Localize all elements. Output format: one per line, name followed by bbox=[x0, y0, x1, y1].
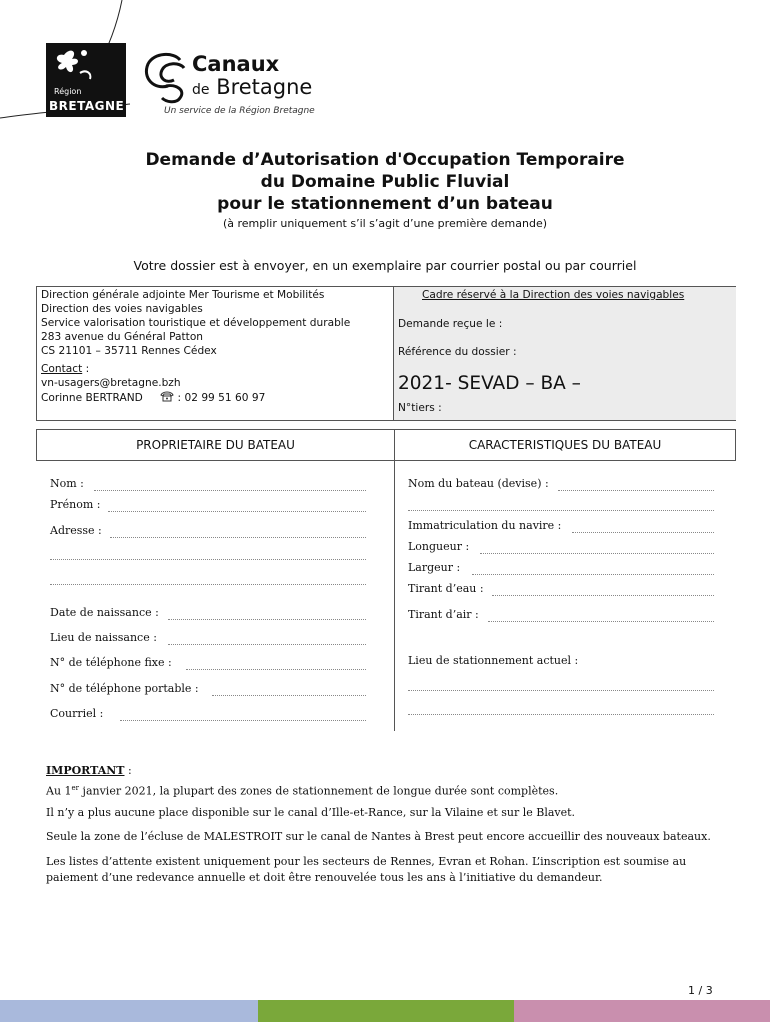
region-label-small: Région bbox=[54, 87, 82, 96]
region-label-big: BRETAGNE bbox=[49, 99, 125, 113]
contact-label-text: Contact bbox=[41, 363, 83, 375]
boat-tirant-air-label: Tirant d’air : bbox=[408, 608, 479, 621]
boat-nom-line-2[interactable] bbox=[408, 510, 714, 511]
owner-prenom-line[interactable] bbox=[108, 511, 366, 512]
canaux-c3-mark bbox=[140, 50, 192, 106]
owner-adresse-line-1[interactable] bbox=[110, 537, 366, 538]
owner-courriel-label: Courriel : bbox=[50, 707, 104, 720]
canaux-tagline: Un service de la Région Bretagne bbox=[164, 106, 315, 116]
contact-phone: : 02 99 51 60 97 bbox=[177, 392, 266, 404]
address-line-3: Service valorisation touristique et développement durable bbox=[41, 317, 351, 329]
canaux-bretagne-logo bbox=[140, 48, 340, 124]
section-divider bbox=[394, 429, 395, 731]
contact-person-name: Corinne BERTRAND bbox=[41, 392, 143, 404]
canaux-bretagne: Bretagne bbox=[216, 75, 313, 99]
owner-tel-fixe-line[interactable] bbox=[186, 669, 366, 670]
boat-largeur-line[interactable] bbox=[472, 574, 714, 575]
owner-tel-fixe-label: N° de téléphone fixe : bbox=[50, 656, 172, 669]
owner-section-heading: PROPRIETAIRE DU BATEAU bbox=[136, 438, 295, 452]
region-logo-mark bbox=[46, 43, 126, 87]
address-box bbox=[36, 286, 736, 421]
important-heading-text: IMPORTANT bbox=[46, 764, 125, 777]
reserved-ref-label: Référence du dossier : bbox=[398, 346, 517, 358]
boat-tirant-eau-line[interactable] bbox=[492, 595, 714, 596]
title-line-1: Demande d’Autorisation d'Occupation Temporaire bbox=[145, 150, 625, 170]
boat-lieu-line-2[interactable] bbox=[408, 714, 714, 715]
footer-bar-pink bbox=[514, 1000, 770, 1022]
boat-nom-line-1[interactable] bbox=[558, 490, 714, 491]
address-line-1: Direction générale adjointe Mer Tourisme et Mobilités bbox=[41, 289, 325, 301]
region-bretagne-logo bbox=[46, 43, 126, 117]
address-line-5: CS 21101 – 35711 Rennes Cédex bbox=[41, 345, 217, 357]
boat-longueur-label: Longueur : bbox=[408, 540, 470, 553]
important-p2: Il n’y a plus aucune place disponible sur le canal d’Ille-et-Rance, sur la Vilaine et sur le Blavet. bbox=[46, 806, 576, 819]
boat-nom-label: Nom du bateau (devise) : bbox=[408, 477, 549, 490]
reserved-block bbox=[393, 287, 736, 420]
send-instruction: Votre dossier est à envoyer, en un exemplaire par courrier postal ou par courriel bbox=[133, 258, 637, 273]
owner-adresse-line-2[interactable] bbox=[50, 559, 366, 560]
owner-adresse-label: Adresse : bbox=[50, 524, 102, 537]
important-p4: Les listes d’attente existent uniquement pour les secteurs de Rennes, Evran et Rohan. L’inscription est soumise au paiement d’une redevance annuelle et doit être renouvelée tous les ans à l’initiative du demandeur. bbox=[46, 855, 687, 884]
owner-courriel-line[interactable] bbox=[120, 720, 366, 721]
important-p1-b: janvier 2021, la plupart des zones de stationnement de longue durée sont complètes. bbox=[79, 784, 559, 798]
reserved-heading: Cadre réservé à la Direction des voies navigables bbox=[422, 289, 685, 301]
important-heading-suffix: : bbox=[124, 764, 132, 777]
title-note: (à remplir uniquement s’il s’agit d’une première demande) bbox=[222, 217, 548, 230]
title-line-3: pour le stationnement d’un bateau bbox=[217, 194, 553, 214]
boat-tirant-eau-label: Tirant d’eau : bbox=[408, 582, 484, 595]
reserved-received: Demande reçue le : bbox=[398, 318, 503, 330]
address-line-4: 283 avenue du Général Patton bbox=[41, 331, 204, 343]
owner-prenom-label: Prénom : bbox=[50, 498, 101, 511]
boat-immatriculation-line[interactable] bbox=[572, 532, 714, 533]
owner-nom-line[interactable] bbox=[94, 490, 366, 491]
canaux-subtitle bbox=[192, 75, 312, 99]
footer-bar-green bbox=[258, 1000, 514, 1022]
boat-section-heading: CARACTERISTIQUES DU BATEAU bbox=[468, 438, 662, 452]
owner-naissance-lieu-label: Lieu de naissance : bbox=[50, 631, 157, 644]
reserved-ref-value: 2021- SEVAD – BA – bbox=[398, 373, 581, 394]
owner-naissance-lieu-line[interactable] bbox=[168, 644, 366, 645]
canaux-title: Canaux bbox=[192, 52, 280, 76]
owner-nom-label: Nom : bbox=[50, 477, 84, 490]
reserved-tiers: N°tiers : bbox=[398, 402, 442, 414]
boat-longueur-line[interactable] bbox=[480, 553, 714, 554]
boat-tirant-air-line[interactable] bbox=[488, 621, 714, 622]
owner-naissance-date-line[interactable] bbox=[168, 619, 366, 620]
boat-immatriculation-label: Immatriculation du navire : bbox=[408, 519, 562, 532]
contact-label bbox=[41, 363, 89, 375]
important-p1-sup: er bbox=[71, 784, 80, 792]
title-line-2: du Domaine Public Fluvial bbox=[260, 172, 510, 192]
boat-lieu-label: Lieu de stationnement actuel : bbox=[408, 654, 579, 667]
contact-person bbox=[41, 391, 265, 404]
contact-label-suffix: : bbox=[82, 363, 90, 375]
canaux-de: de bbox=[192, 82, 210, 98]
important-p1 bbox=[46, 780, 726, 800]
owner-naissance-date-label: Date de naissance : bbox=[50, 606, 159, 619]
boat-lieu-line-1[interactable] bbox=[408, 690, 714, 691]
boat-largeur-label: Largeur : bbox=[408, 561, 461, 574]
important-p3: Seule la zone de l’écluse de MALESTROIT sur le canal de Nantes à Brest peut encore accueillir des nouveaux bateaux. bbox=[46, 830, 711, 843]
section-header-row bbox=[36, 429, 736, 461]
owner-adresse-line-3[interactable] bbox=[50, 584, 366, 585]
contact-email[interactable]: vn-usagers@bretagne.bzh bbox=[41, 377, 181, 389]
important-heading bbox=[46, 764, 132, 777]
owner-tel-portable-line[interactable] bbox=[212, 695, 366, 696]
page-number: 1 / 3 bbox=[688, 984, 713, 997]
footer-bar-blue bbox=[0, 1000, 258, 1022]
owner-tel-portable-label: N° de téléphone portable : bbox=[50, 682, 199, 695]
address-line-2: Direction des voies navigables bbox=[41, 303, 203, 315]
important-p1-a: Au 1 bbox=[46, 784, 72, 798]
address-block bbox=[37, 287, 393, 420]
phone-icon bbox=[160, 391, 174, 402]
